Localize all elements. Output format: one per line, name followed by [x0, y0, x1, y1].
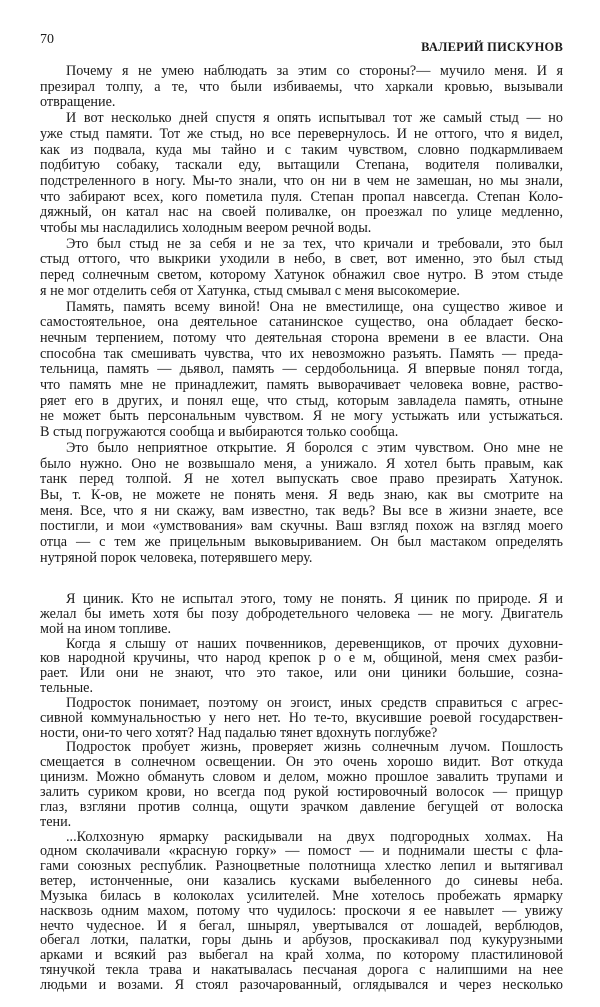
text-line: тельные. — [40, 680, 94, 697]
text-line: танк перед толпой. Я не хотел выпускать свое право презирать Хатунок. — [40, 471, 563, 488]
text-line: обегал лотки, палатки, горы дынь и арбузов, проскакивал под кукурузными — [40, 932, 563, 949]
running-head: ВАЛЕРИЙ ПИСКУНОВ — [421, 40, 563, 54]
text-line: цинизм. Можно обмануть словом и делом, можно прошлое завалить трупами и — [40, 769, 563, 786]
text-line: подбитую собаку, таскали еду, вытащили Степана, водителя поливалки, — [40, 157, 563, 174]
text-line: нечным терпением, потому что деятельная сторона времени в ее власти. Она — [40, 329, 563, 346]
text-line: постигли, и мои «умствования» вам скучны. Ваш взгляд похож на взгляд моего — [40, 518, 563, 535]
text-line: Подросток понимает, поэтому он эгоист, иных средств справиться с агрес- — [66, 694, 563, 711]
text-line: меня. Все, что я ни скажу, вам известно, так ведь? Вы все в жизни знаете, все — [40, 502, 563, 519]
text-line: Когда я слышу от наших почвенников, деревенщиков, от прочих духовни- — [66, 635, 563, 652]
text-line: перед солнечным светом, которому Хатунок обнажил свое нутро. В этом стыде — [40, 267, 563, 284]
text-line: гами союзных республик. Разноцветные полотнища хлестко лепил и вытягивал — [40, 858, 563, 875]
text-line: не может быть персональным чувством. Я не могу устыжать или устыжаться. — [40, 408, 563, 425]
text-line: рает. Или они не знают, что это такое, или они циники большие, созна- — [40, 665, 563, 682]
text-line: В стыд погружаются сообща и выбираются только сообща. — [40, 424, 399, 441]
text-line: Это был стыд не за себя и не за тех, что кричали и требовали, это был — [66, 235, 563, 252]
text-line: мой на ином топливе. — [40, 620, 172, 637]
text-line: способна так смешивать чувства, что их невозможно разъять. Память — преда- — [40, 345, 563, 362]
text-line: залить суриком крови, но всегда под рукой юстировочный волосок — прищур — [40, 783, 563, 800]
text-line: желал бы иметь хотя бы позу добродетельного человека — не могу. Двигатель — [40, 605, 563, 622]
text-line: тянучкой текла трава и накатывалась песчаная дорога с налипшими на нее — [40, 962, 563, 979]
paragraph — [40, 300, 563, 441]
text-line: Почему я не умею наблюдать за этим со стороны?— мучило меня. И я — [66, 63, 563, 79]
text-line: смещается в солнечном освещении. Он это очень хорошо видит. Вот откуда — [40, 754, 563, 771]
text-line: Память, память всему виной! Она не вместилище, она существо живое и — [66, 298, 563, 315]
text-line: что забирают всех, кого пометила пуля. Степан пропал навсегда. Степан Коло- — [40, 188, 563, 205]
paragraph — [40, 696, 563, 741]
text-line: сивной коммунальностью у него нет. Но те-то, вкусившие роевой государствен- — [40, 709, 563, 726]
text-line: Подросток пробует жизнь, проверяет жизнь солнечным лучом. Пошлость — [66, 739, 563, 756]
text-line: тельница, память — дьявол, память — сердобольница. Я впервые понял тогда, — [40, 361, 563, 378]
text-line: людьми и возами. Я стоял разочарованный, оглядывался и через несколько — [40, 976, 563, 993]
text-line: ности, они-то чего хотят? Над падалью тянет вдохнуть поглубже? — [40, 724, 438, 741]
text-line: Музыка билась в колоколах усилителей. Мне хотелось пробежать ярмарку — [40, 887, 563, 904]
paragraph — [40, 237, 563, 300]
text-line: тени. — [40, 813, 72, 830]
paragraph — [40, 637, 563, 696]
text-line: самостоятельное, она деятельное сатанинское существо, она обладает беско- — [40, 314, 563, 331]
text-line: отца — с тем же прицельным выковыриванием. Он был мастаком определять — [40, 534, 563, 551]
text-line: ков народной кручины, что народ крепок р о е м, общиной, меня смех разби- — [40, 650, 563, 667]
text-line: что память мне не принадлежит, память выворачивает человека вовне, раство- — [40, 377, 563, 394]
paragraph — [40, 441, 563, 567]
text-line: Это было неприятное открытие. Я боролся с этим чувством. Оно мне не — [66, 439, 563, 456]
paragraph — [40, 592, 563, 637]
text-line: арками и всякий раз выбегал на край холма, по которому пластилиновой — [40, 947, 563, 964]
text-line: чтобы мы насладились холодным веером речной воды. — [40, 220, 372, 237]
text-line: глаз, взгляни против солнца, ощути зрачком давление бегущей от волоска — [40, 798, 563, 815]
text-line: ветер, истонченные, они казались кусками выбеленного до синевы неба. — [40, 873, 563, 890]
text-line: отвращение. — [40, 94, 116, 111]
text-line: насквозь одним махом, потому что чудилось: проскочи я ее навылет — увижу — [40, 902, 563, 919]
text-line: Вы, т. К-ов, не можете не понять меня. Я ведь знаю, как вы смотрите на — [40, 486, 563, 503]
text-section-1 — [40, 64, 563, 567]
text-line: одном сколачивали «красную горку» — помост — и поднимали шесты с фла- — [40, 843, 563, 860]
text-line: презирал толпу, а те, что были избиваемы, что харкали кровью, вызывали — [40, 78, 563, 95]
text-section-2 — [40, 592, 563, 993]
text-line: уже стыд памяти. Тот же стыд, но все перевернулось. И не оттого, что я видел, — [40, 125, 563, 142]
paragraph — [40, 740, 563, 829]
text-line: нечто чудесное. И я бегал, шнырял, увертывался от лошадей, верблюдов, — [40, 917, 563, 934]
text-line: как из подвала, куда мы тайно и с таким чувством, словно подкармливаем — [40, 141, 563, 158]
text-line: ...Колхозную ярмарку раскидывали на двух подгородных холмах. На — [66, 828, 563, 845]
text-line: ряет его в других, и понял еще, что стыд, которым завладела память, отныне — [40, 392, 563, 409]
text-line: нутряной порок человека, потерявшего меру. — [40, 549, 313, 566]
paragraph — [40, 64, 563, 111]
text-line: я не мог отделить себя от Хатунка, стыд смывал с меня высокомерие. — [40, 282, 460, 299]
text-line: И вот несколько дней спустя я опять испытывал тот же самый стыд — но — [66, 110, 563, 127]
text-line: было нужно. Оно не возвышало меня, а унижало. Я хотел быть правым, как — [40, 455, 563, 472]
text-line: подстреленного в ногу. Мы-то знали, что он ни в чем не замешан, но мы знали, — [40, 172, 563, 189]
paragraph — [40, 111, 563, 237]
text-line: стыд оттого, что выкрики уходили в небо, в свет, вот именно, это был стыд — [40, 251, 563, 268]
text-line: дяжный, он катал нас на своей поливалке, он проезжал по улице медленно, — [40, 204, 563, 221]
text-line: Я циник. Кто не испытал этого, тому не понять. Я циник по природе. Я и — [66, 591, 563, 607]
paragraph — [40, 830, 563, 993]
page-number: 70 — [40, 32, 54, 47]
